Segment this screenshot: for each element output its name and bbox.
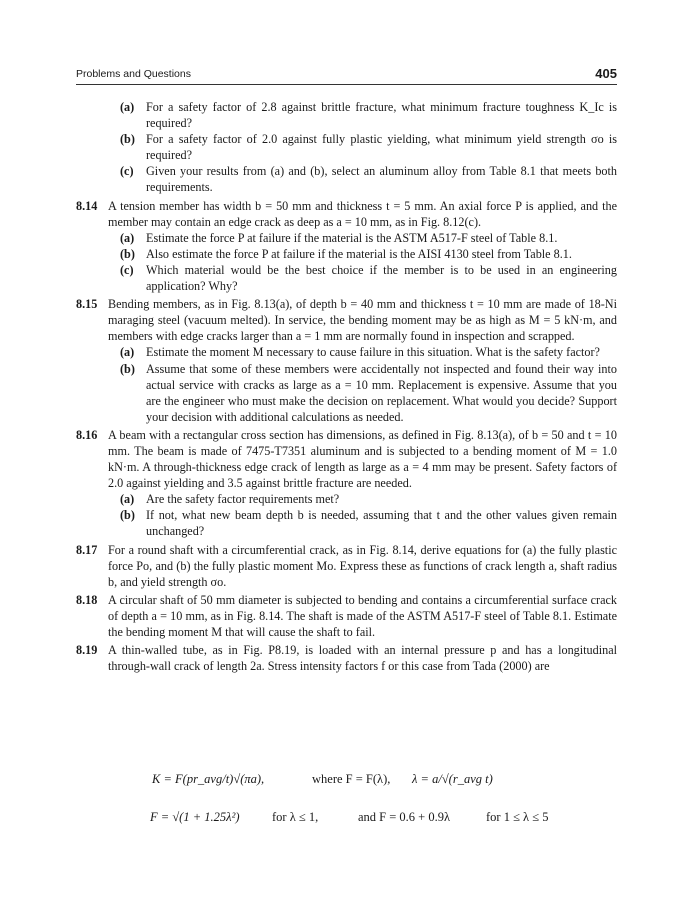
sub-question-text: Are the safety factor requirements met? <box>146 492 340 507</box>
sub-question-label: (b) <box>120 132 135 147</box>
page-number: 405 <box>595 66 617 81</box>
problem-number: 8.17 <box>76 542 98 557</box>
sub-question-label: (a) <box>120 100 135 114</box>
equation-f-case2-range: for 1 ≤ λ ≤ 5 <box>486 810 549 824</box>
equation-f-case1: F = √(1 + 1.25λ²) <box>150 810 240 824</box>
problem-number: 8.15 <box>76 297 98 312</box>
equation-k: K = F(pr_avg/t)√(πa), <box>152 772 265 786</box>
sub-question <box>76 262 617 294</box>
problem-number: 8.16 <box>76 427 98 442</box>
sub-question-text: Assume that some of these members were accidentally not inspected and found their way into actual service with cracks as large as a = 10 mm. Replacement is expensive. Assume that you are the engineer who must make the decision on replacement. What would you decide? Support your decision with additional calculations as needed. <box>146 361 617 424</box>
sub-question <box>76 246 617 262</box>
sub-question-label: (a) <box>120 492 135 507</box>
equation-f-case1-range: for λ ≤ 1, <box>272 810 319 824</box>
sub-question-text: Estimate the moment M necessary to cause failure in this situation. What is the safety factor? <box>146 345 600 360</box>
problem-number: 8.14 <box>76 198 98 213</box>
problem-item <box>76 427 617 491</box>
problem-text: A beam with a rectangular cross section has dimensions, as defined in Fig. 8.13(a), of b = 50 and t = 10 mm. The beam is made of 7475-T7351 aluminum and is subjected to a bending moment of M = 1.0 kN·m. A through-thickness edge crack of length as large as a = 4 mm may be present. Safety factors of 2.0 against yielding and 3.5 against brittle fracture are needed. <box>108 427 617 491</box>
sub-question <box>76 99 617 131</box>
sub-question <box>76 344 617 360</box>
running-header <box>76 66 617 84</box>
problem-text: For a round shaft with a circumferential crack, as in Fig. 8.14, derive equations for (a) the fully plastic force Po, and (b) the fully plastic moment Mo. Express these as functions of crack length a, shaft radius b, and yield strength σo. <box>108 542 617 589</box>
sub-question-text: For a safety factor of 2.8 against brittle fracture, what minimum fracture toughness K_Ic is required? <box>146 100 617 131</box>
sub-question-text: Also estimate the force P at failure if the material is the AISI 4130 steel from Table 8.1. <box>146 246 572 261</box>
sub-question <box>76 361 617 425</box>
problem-item <box>76 296 617 344</box>
sub-question <box>76 163 617 195</box>
problem-item <box>76 198 617 230</box>
sub-question-text: Estimate the force P at failure if the material is the ASTM A517-F steel of Table 8.1. <box>146 230 558 245</box>
sub-question-label: (a) <box>120 230 135 245</box>
sub-question-text: Given your results from (a) and (b), select an aluminum alloy from Table 8.1 that meets both requirements. <box>146 164 617 195</box>
problem-item <box>76 542 617 590</box>
problem-text: A thin-walled tube, as in Fig. P8.19, is loaded with an internal pressure p and has a longitudinal through-wall crack of length 2a. Stress intensity factors f or this case from Tada (2000) are <box>108 643 617 674</box>
sub-question-label: (b) <box>120 361 135 376</box>
problem-text: Bending members, as in Fig. 8.13(a), of depth b = 40 mm and thickness t = 10 mm are made of 18-Ni maraging steel (vacuum melted). In service, the bending moment may be as high as M = 5 kN·m, and members with edge cracks larger than a = 1 mm are normally found in inspection and scrapped. <box>108 297 617 344</box>
equation-lambda: λ = a/√(r_avg t) <box>412 772 493 786</box>
header-rule <box>76 84 617 85</box>
problem-number: 8.18 <box>76 592 98 607</box>
sub-question <box>76 230 617 246</box>
problem-text: A tension member has width b = 50 mm and thickness t = 5 mm. An axial force P is applied, and the member may contain an edge crack as deep as a = 10 mm, as in Fig. 8.12(c). <box>108 198 617 229</box>
sub-question-label: (a) <box>120 345 135 360</box>
sub-question <box>76 491 617 507</box>
sub-question-text: Which material would be the best choice if the member is to be used in an engineering application? Why? <box>146 262 617 294</box>
equation-f-def: where F = F(λ), <box>312 772 391 786</box>
problem-text: A circular shaft of 50 mm diameter is subjected to bending and contains a circumferential surface crack of depth a = 10 mm, as in Fig. 8.14. The shaft is made of the ASTM A517-F steel of Table 8.1. Estimate the bending moment M that will cause the shaft to fail. <box>108 592 617 639</box>
problem-item <box>76 642 617 674</box>
problem-item <box>76 592 617 640</box>
problem-number: 8.19 <box>76 643 98 658</box>
section-title: Problems and Questions <box>76 68 191 80</box>
equation-f-case2: and F = 0.6 + 0.9λ <box>358 810 451 824</box>
problem-list <box>76 99 617 674</box>
sub-question-label: (c) <box>120 164 134 179</box>
sub-question-label: (c) <box>120 262 134 277</box>
sub-question-label: (b) <box>120 246 135 261</box>
sub-question <box>76 507 617 539</box>
sub-question-text: If not, what new beam depth b is needed, assuming that t and the other values given remain unchanged? <box>146 508 617 539</box>
sub-question-text: For a safety factor of 2.0 against fully plastic yielding, what minimum yield strength σo is required? <box>146 132 617 163</box>
sub-question <box>76 131 617 163</box>
sub-question-label: (b) <box>120 508 135 523</box>
